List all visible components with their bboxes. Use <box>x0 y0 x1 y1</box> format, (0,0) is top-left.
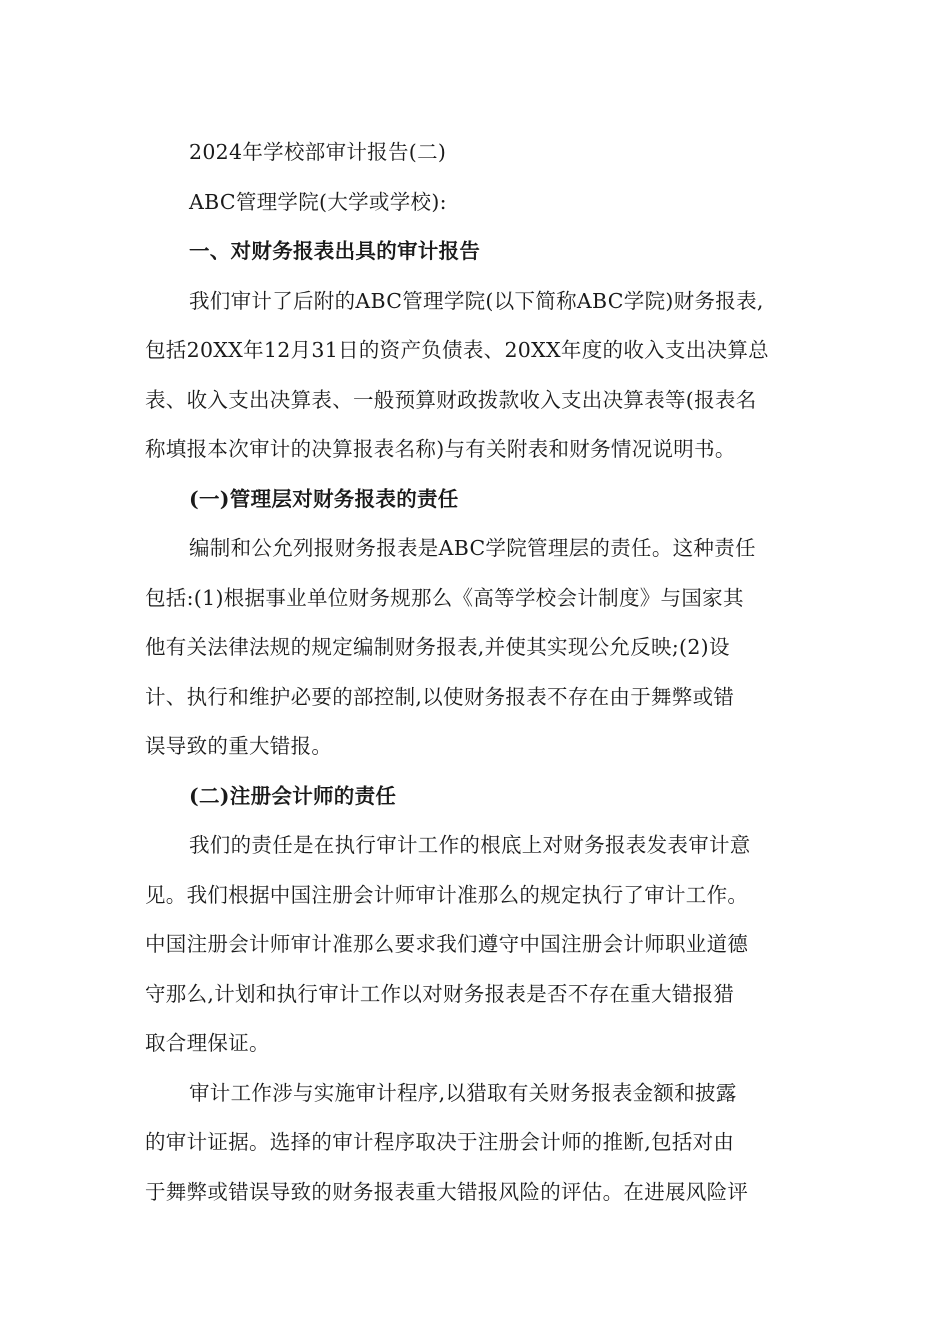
paragraph-management-responsibility <box>145 524 805 772</box>
subheading-management-responsibility: (一)管理层对财务报表的责任 <box>189 486 459 511</box>
paragraph-line: 审计工作涉与实施审计程序,以猎取有关财务报表金额和披露 <box>189 1080 737 1105</box>
paragraph-line: 中国注册会计师审计准那么要求我们遵守中国注册会计师职业道德 <box>145 932 749 956</box>
paragraph-line: 称填报本次审计的决算报表名称)与有关附表和财务情况说明书。 <box>145 437 736 461</box>
paragraph-line: 包括:(1)根据事业单位财务规那么《高等学校会计制度》与国家其 <box>145 585 744 610</box>
paragraph-auditor-responsibility <box>145 821 805 1069</box>
paragraph-line: 的审计证据。选择的审计程序取决于注册会计师的推断,包括对由 <box>145 1130 735 1154</box>
paragraph-line: 见。我们根据中国注册会计师审计准那么的规定执行了审计工作。 <box>145 882 749 907</box>
section-heading: 一、对财务报表出具的审计报告 <box>189 239 481 263</box>
addressee: ABC管理学院(大学或学校): <box>189 189 447 214</box>
subheading-auditor-responsibility: (二)注册会计师的责任 <box>189 783 397 808</box>
paragraph-audit-procedures <box>145 1069 805 1218</box>
paragraph-line: 编制和公允列报财务报表是ABC学院管理层的责任。这种责任 <box>189 536 756 560</box>
paragraph-line: 误导致的重大错报。 <box>145 734 333 758</box>
document-body <box>145 128 805 1217</box>
paragraph-line: 计、执行和维护必要的部控制,以使财务报表不存在由于舞弊或错 <box>145 684 735 709</box>
paragraph-line: 包括20XX年12月31日的资产负债表、20XX年度的收入支出决算总 <box>145 338 769 362</box>
paragraph-line: 他有关法律法规的规定编制财务报表,并使其实现公允反映;(2)设 <box>145 635 730 659</box>
document-title: 2024年学校部审计报告(二) <box>189 140 447 164</box>
paragraph-line: 于舞弊或错误导致的财务报表重大错报风险的评估。在进展风险评 <box>145 1179 749 1204</box>
paragraph-line: 守那么,计划和执行审计工作以对财务报表是否不存在重大错报猎 <box>145 981 735 1006</box>
paragraph-line: 我们的责任是在执行审计工作的根底上对财务报表发表审计意 <box>189 833 751 857</box>
paragraph-line: 取合理保证。 <box>145 1031 270 1055</box>
paragraph-line: 表、收入支出决算表、一般预算财政拨款收入支出决算表等(报表名 <box>145 387 757 412</box>
paragraph-line: 我们审计了后附的ABC管理学院(以下简称ABC学院)财务报表, <box>189 288 764 313</box>
paragraph-audit-scope <box>145 277 805 475</box>
